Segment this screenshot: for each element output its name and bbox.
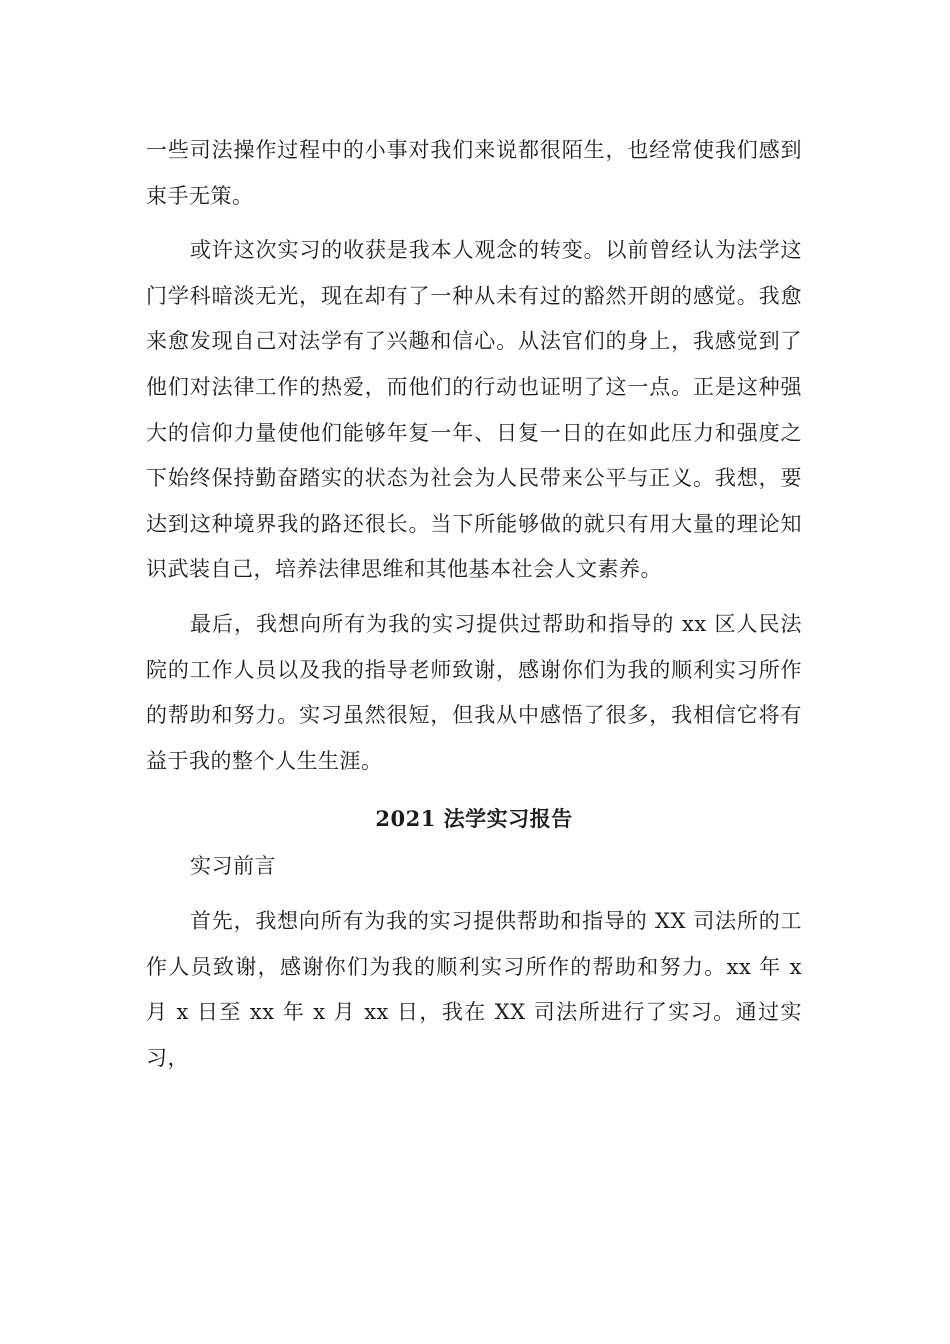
paragraph-continued: 一些司法操作过程中的小事对我们来说都很陌生，也经常使我们感到束手无策。 bbox=[146, 138, 802, 208]
paragraph-reflection: 或许这次实习的收获是我本人观念的转变。以前曾经认为法学这门学科暗淡无光，现在却有了一种从未有过的豁然开朗的感觉。我愈来愈发现自己对法学有了兴趣和信心。从法官们的身上，我感觉到了他们对法律工作的热爱，而他们的行动也证明了这一点。正是这种强大的信仰力量使他们能够年复一年、日复一日的在如此压力和强度之下始终保持勤奋踏实的状态为社会为人民带来公平与正义。我想，要达到这种境界我的路还很长。当下所能够做的就只有用大量的理论知识武装自己，培养法律思维和其他基本社会人文素养。 bbox=[146, 238, 802, 582]
section-title: 2021 法学实习报告 bbox=[375, 806, 573, 832]
paragraph-preface: 首先，我想向所有为我的实习提供帮助和指导的 XX 司法所的工作人员致谢，感谢你们为我的顺利实习所作的帮助和努力。xx 年 x 月 x 日至 xx 年 x 月 xx 日，我在 XX 司法所进行了实习。通过实习， bbox=[146, 908, 802, 1070]
section-subtitle: 实习前言 bbox=[190, 854, 276, 879]
text-column bbox=[146, 128, 802, 1081]
paragraph-thanks: 最后，我想向所有为我的实习提供过帮助和指导的 xx 区人民法院的工作人员以及我的指导老师致谢，感谢你们为我的顺利实习所作的帮助和努力。实习虽然很短，但我从中感悟了很多，我相信它将有益于我的整个人生生涯。 bbox=[146, 611, 802, 773]
